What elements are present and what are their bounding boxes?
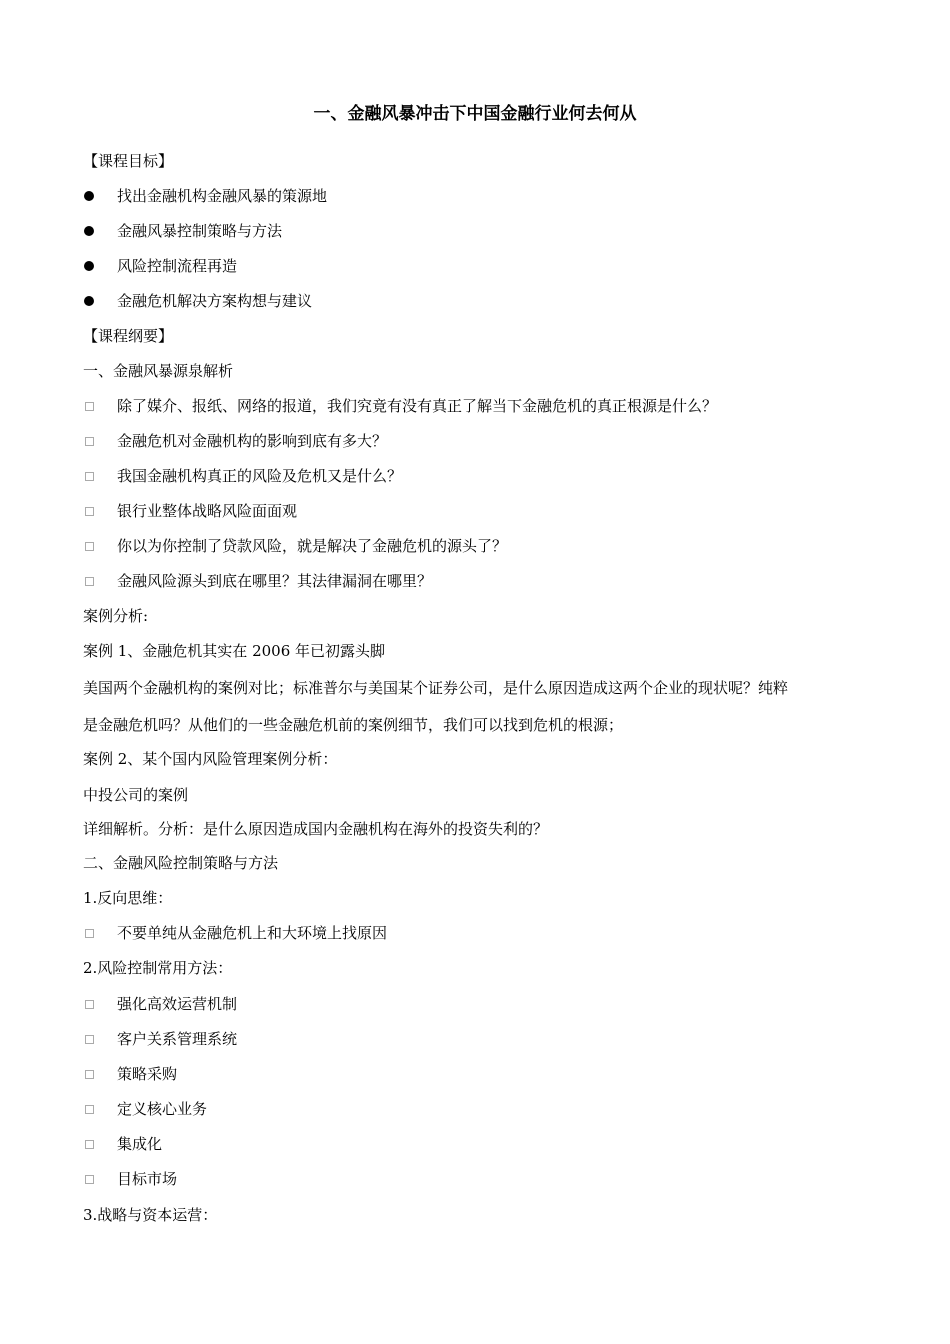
checkbox-bullet-icon (83, 500, 103, 522)
sub3-title: 3.战略与资本运营： (83, 1206, 218, 1224)
list-item-text: 策略采购 (117, 1065, 178, 1083)
list-item-text: 强化高效运营机制 (117, 995, 238, 1013)
list-item-text: 金融危机对金融机构的影响到底有多大？ (117, 432, 388, 450)
checkbox-bullet-icon (83, 570, 103, 592)
list-item-text: 目标市场 (117, 1170, 178, 1188)
case1-title: 案例 1、金融危机其实在 2006 年已初露头脚 (83, 642, 386, 660)
case-analysis-label: 案例分析: (83, 607, 149, 625)
checkbox-bullet-icon (83, 1168, 103, 1190)
list-item-text: 除了媒介、报纸、网络的报道，我们究竟有没有真正了解当下金融危机的真正根源是什么？ (117, 397, 718, 415)
bullet-dot-icon (83, 185, 103, 207)
bullet-dot-icon (83, 290, 103, 312)
checkbox-bullet-icon (83, 1063, 103, 1085)
case1-paragraph-line2: 是金融危机吗？从他们的一些金融危机前的案例细节，我们可以找到危机的根源； (83, 716, 624, 734)
section2-heading: 二、金融风险控制策略与方法 (83, 854, 279, 872)
objective-text: 风险控制流程再造 (117, 257, 238, 275)
list-item-text: 定义核心业务 (117, 1100, 208, 1118)
outline-heading: 【课程纲要】 (83, 327, 174, 345)
objective-text: 金融风暴控制策略与方法 (117, 222, 283, 240)
list-item-text: 金融风险源头到底在哪里？其法律漏洞在哪里？ (117, 572, 433, 590)
sub2-title: 2.风险控制常用方法： (83, 959, 233, 977)
objective-text: 金融危机解决方案构想与建议 (117, 292, 313, 310)
checkbox-bullet-icon (83, 922, 103, 944)
objectives-heading: 【课程目标】 (83, 152, 174, 170)
checkbox-bullet-icon (83, 465, 103, 487)
list-item-text: 客户关系管理系统 (117, 1030, 238, 1048)
checkbox-bullet-icon (83, 993, 103, 1015)
page-title: 一、金融风暴冲击下中国金融行业何去何从 (313, 104, 637, 124)
case1-paragraph-line1: 美国两个金融机构的案例对比；标准普尔与美国某个证券公司，是什么原因造成这两个企业的现状呢？纯粹 (83, 679, 789, 697)
list-item-text: 我国金融机构真正的风险及危机又是什么？ (117, 467, 403, 485)
list-item-text: 你以为你控制了贷款风险，就是解决了金融危机的源头了？ (117, 537, 508, 555)
checkbox-bullet-icon (83, 1098, 103, 1120)
list-item-text: 集成化 (117, 1135, 163, 1153)
case2-line2: 详细解析。分析：是什么原因造成国内金融机构在海外的投资失利的？ (83, 820, 549, 838)
case2-line1: 中投公司的案例 (83, 786, 189, 804)
section1-heading: 一、金融风暴源泉解析 (83, 362, 234, 380)
checkbox-bullet-icon (83, 535, 103, 557)
checkbox-bullet-icon (83, 395, 103, 417)
list-item-text: 银行业整体战略风险面面观 (117, 502, 298, 520)
checkbox-bullet-icon (83, 430, 103, 452)
checkbox-bullet-icon (83, 1028, 103, 1050)
sub1-title: 1.反向思维： (83, 889, 173, 907)
case2-title: 案例 2、某个国内风险管理案例分析： (83, 750, 338, 768)
checkbox-bullet-icon (83, 1133, 103, 1155)
objective-text: 找出金融机构金融风暴的策源地 (117, 187, 328, 205)
list-item-text: 不要单纯从金融危机上和大环境上找原因 (117, 924, 388, 942)
bullet-dot-icon (83, 220, 103, 242)
bullet-dot-icon (83, 255, 103, 277)
